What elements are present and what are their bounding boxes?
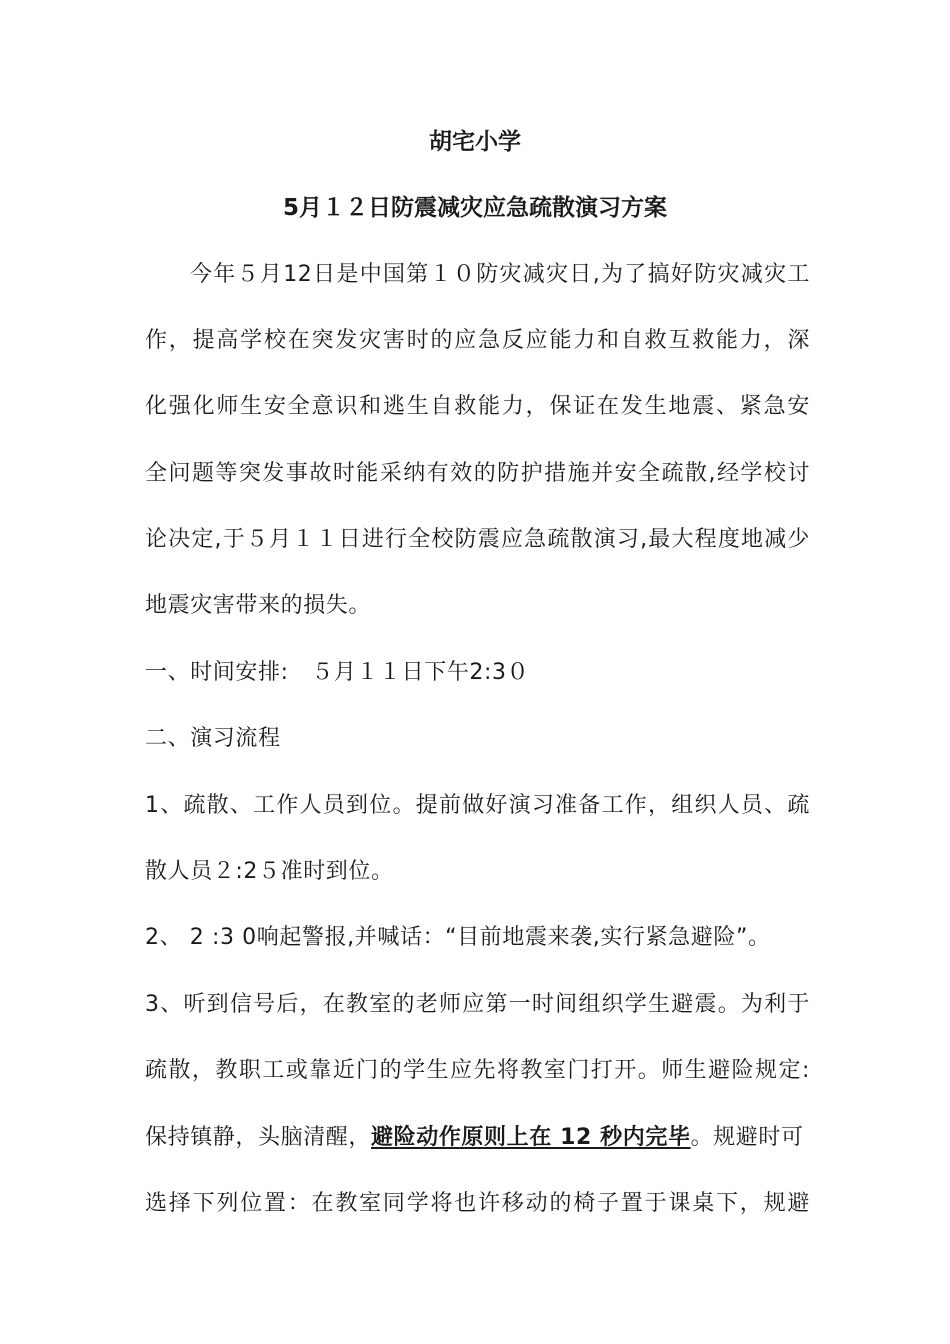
- intro-line-1: 今年５月12日是中国第１０防灾减灾日,为了搞好防灾减灾工: [190, 262, 810, 287]
- school-name-heading: 胡宅小学: [429, 129, 521, 155]
- step-3-line-3-lead: 保持镇静，头脑清醒，: [145, 1125, 372, 1150]
- document-title: 5月１２日防震减灾应急疏散演习方案: [282, 195, 667, 221]
- intro-line-6: 地震灾害带来的损失。: [145, 593, 372, 618]
- intro-line-2: 作，提高学校在突发灾害时的应急反应能力和自救互救能力，深: [145, 328, 810, 353]
- step-3-line-2: 疏散，教职工或靠近门的学生应先将教室门打开。师生避险规定:: [145, 1058, 810, 1083]
- step-2: 2、 2 :3 0响起警报,并喊话：“目前地震来袭,实行紧急避险”。: [145, 925, 771, 950]
- step-3-line-4: 选择下列位置：在教室同学将也许移动的椅子置于课桌下，规避: [145, 1191, 810, 1216]
- step-3-line-3-tail: 。规避时可: [690, 1125, 804, 1150]
- intro-line-5: 论决定,于５月１１日进行全校防震应急疏散演习,最大程度地减少: [145, 527, 810, 552]
- intro-line-3: 化强化师生安全意识和逃生自救能力，保证在发生地震、紧急安: [145, 394, 810, 419]
- step-3-line-3: [145, 1123, 810, 1153]
- section-time-schedule: 一、时间安排: ５月１１日下午2:3０: [145, 660, 530, 685]
- emphasized-rule: 避险动作原则上在 12 秒内完毕: [371, 1125, 691, 1150]
- section-drill-process: 二、演习流程: [145, 726, 281, 751]
- step-1-line-2: 散人员２:2５准时到位。: [145, 859, 394, 884]
- step-3-line-1: 3、听到信号后，在教室的老师应第一时间组织学生避震。为利于: [145, 992, 810, 1017]
- step-1-line-1: 1、疏散、工作人员到位。提前做好演习准备工作，组织人员、疏: [145, 793, 810, 818]
- intro-line-4: 全问题等突发事故时能采纳有效的防护措施并安全疏散,经学校讨: [145, 461, 810, 486]
